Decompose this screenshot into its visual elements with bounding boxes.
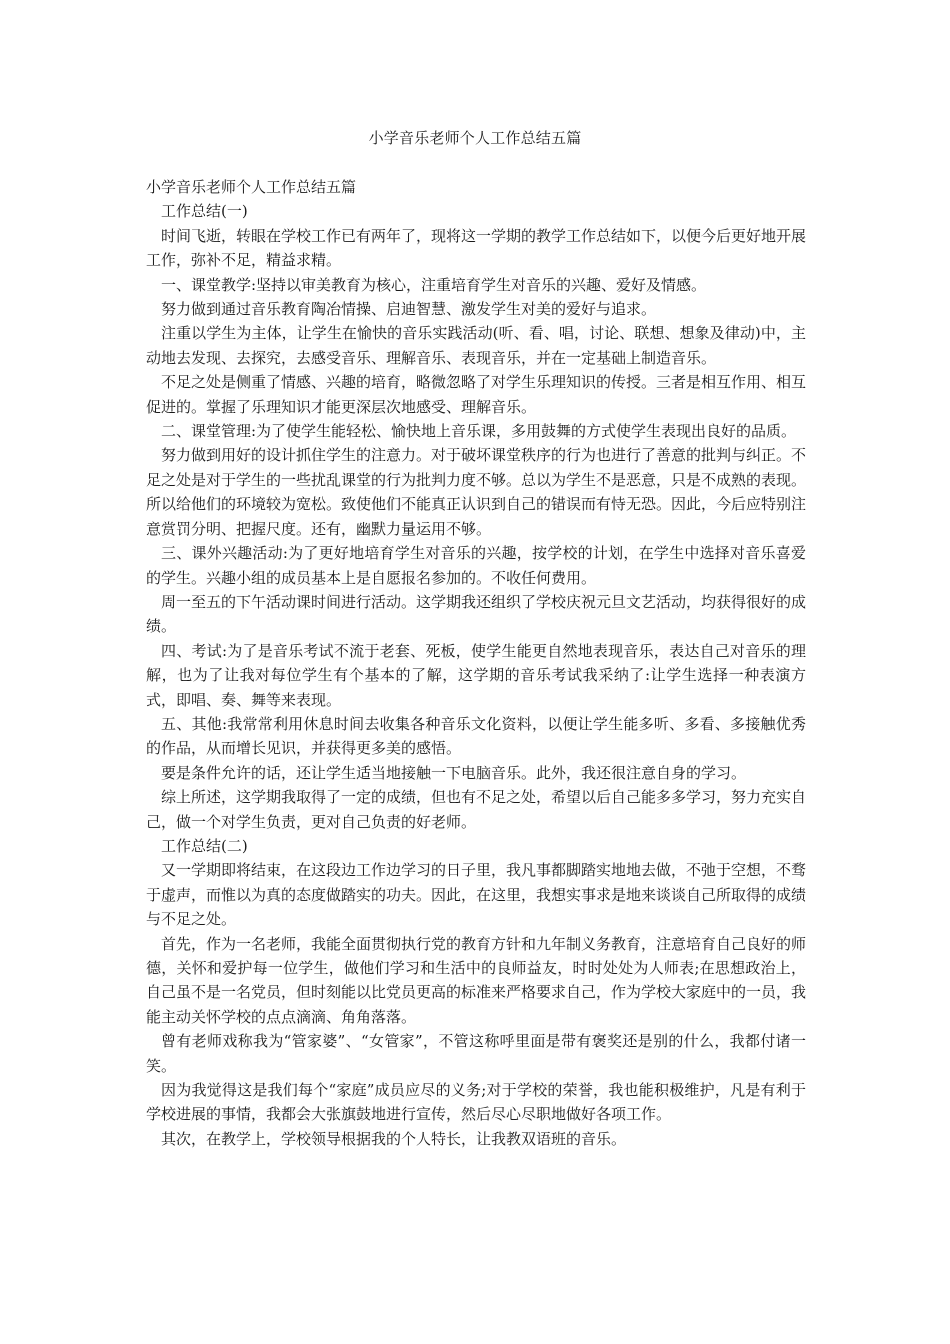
- document-title: 小学音乐老师个人工作总结五篇: [368, 129, 582, 147]
- paragraph: 注重以学生为主体，让学生在愉快的音乐实践活动(听、看、唱，讨论、联想、想象及律动)中，主动地去发现、去探究，去感受音乐、理解音乐、表现音乐，并在一定基础上制造音乐。: [146, 324, 806, 367]
- paragraph: 因为我觉得这是我们每个“家庭”成员应尽的义务;对于学校的荣誉，我也能积极维护，凡是有利于学校进展的事情，我都会大张旗鼓地进行宣传，然后尽心尽职地做好各项工作。: [146, 1081, 806, 1124]
- paragraph: 又一学期即将结束，在这段边工作边学习的日子里，我凡事都脚踏实地地去做，不弛于空想，不骛于虚声，而惟以为真的态度做踏实的功夫。因此，在这里，我想实事求是地来谈谈自己所取得的成绩与不足之处。: [146, 861, 807, 929]
- paragraph: 首先，作为一名老师，我能全面贯彻执行党的教育方针和九年制义务教育，注意培育自己良好的师德，关怀和爱护每一位学生，做他们学习和生活中的良师益友，时时处处为人师表;在思想政治上，自己虽不是一名党员，但时刻能以比党员更高的标准来严格要求自己，作为学校大家庭中的一员，我能主动关怀学校的点点滴滴、角角落落。: [146, 934, 807, 1026]
- paragraph: 不足之处是侧重了情感、兴趣的培育，略微忽略了对学生乐理知识的传授。三者是相互作用、相互促进的。掌握了乐理知识才能更深层次地感受、理解音乐。: [146, 373, 807, 416]
- paragraph: 曾有老师戏称我为“管家婆”、“女管家”，不管这称呼里面是带有褒奖还是别的什么，我都付诸一笑。: [146, 1032, 806, 1075]
- document-body: [146, 175, 806, 1151]
- section-title-2: 工作总结(二): [161, 836, 248, 855]
- paragraph: 努力做到用好的设计抓住学生的注意力。对于破坏课堂秩序的行为也进行了善意的批判与纠正。不足之处是对于学生的一些扰乱课堂的行为批判力度不够。总以为学生不是恶意，只是不成熟的表现。所以给他们的环境较为宽松。致使他们不能真正认识到自己的错误而有恃无恐。因此，今后应特别注意赏罚分明、把握尺度。还有，幽默力量运用不够。: [146, 446, 807, 538]
- document-heading: 小学音乐老师个人工作总结五篇: [146, 178, 357, 196]
- paragraph: 努力做到通过音乐教育陶冶情操、启迪智慧、激发学生对美的爱好与追求。: [161, 300, 657, 319]
- paragraph: 要是条件允许的话，还让学生适当地接触一下电脑音乐。此外，我还很注意自身的学习。: [161, 763, 747, 782]
- paragraph: 一、课堂教学:坚持以审美教育为核心，注重培育学生对音乐的兴趣、爱好及情感。: [161, 275, 707, 294]
- paragraph: 时间飞逝，转眼在学校工作已有两年了，现将这一学期的教学工作总结如下，以便今后更好地开展工作，弥补不足，精益求精。: [146, 226, 807, 270]
- paragraph: 三、课外兴趣活动:为了更好地培育学生对音乐的兴趣，按学校的计划，在学生中选择对音乐喜爱的学生。兴趣小组的成员基本上是自愿报名参加的。不收任何费用。: [146, 544, 806, 587]
- section-title-1: 工作总结(一): [161, 202, 248, 221]
- paragraph: 二、课堂管理:为了使学生能轻松、愉快地上音乐课，多用鼓舞的方式使学生表现出良好的品质。: [161, 422, 797, 441]
- paragraph: 其次，在教学上，学校领导根据我的个人特长，让我教双语班的音乐。: [161, 1129, 627, 1148]
- paragraph: 四、考试:为了是音乐考试不流于老套、死板，使学生能更自然地表现音乐，表达自己对音乐的理解，也为了让我对每位学生有个基本的了解，这学期的音乐考试我采纳了:让学生选择一种表演方式，即唱、奏、舞等来表现。: [146, 641, 806, 709]
- paragraph: 综上所述，这学期我取得了一定的成绩，但也有不足之处，希望以后自己能多多学习，努力充实自己，做一个对学生负责，更对自己负责的好老师。: [146, 788, 807, 831]
- paragraph: 周一至五的下午活动课时间进行活动。这学期我还组织了学校庆祝元旦文艺活动，均获得很好的成绩。: [146, 592, 807, 636]
- paragraph: 五、其他:我常常利用休息时间去收集各种音乐文化资料，以便让学生能多听、多看、多接触优秀的作品，从而增长见识，并获得更多美的感悟。: [146, 714, 806, 758]
